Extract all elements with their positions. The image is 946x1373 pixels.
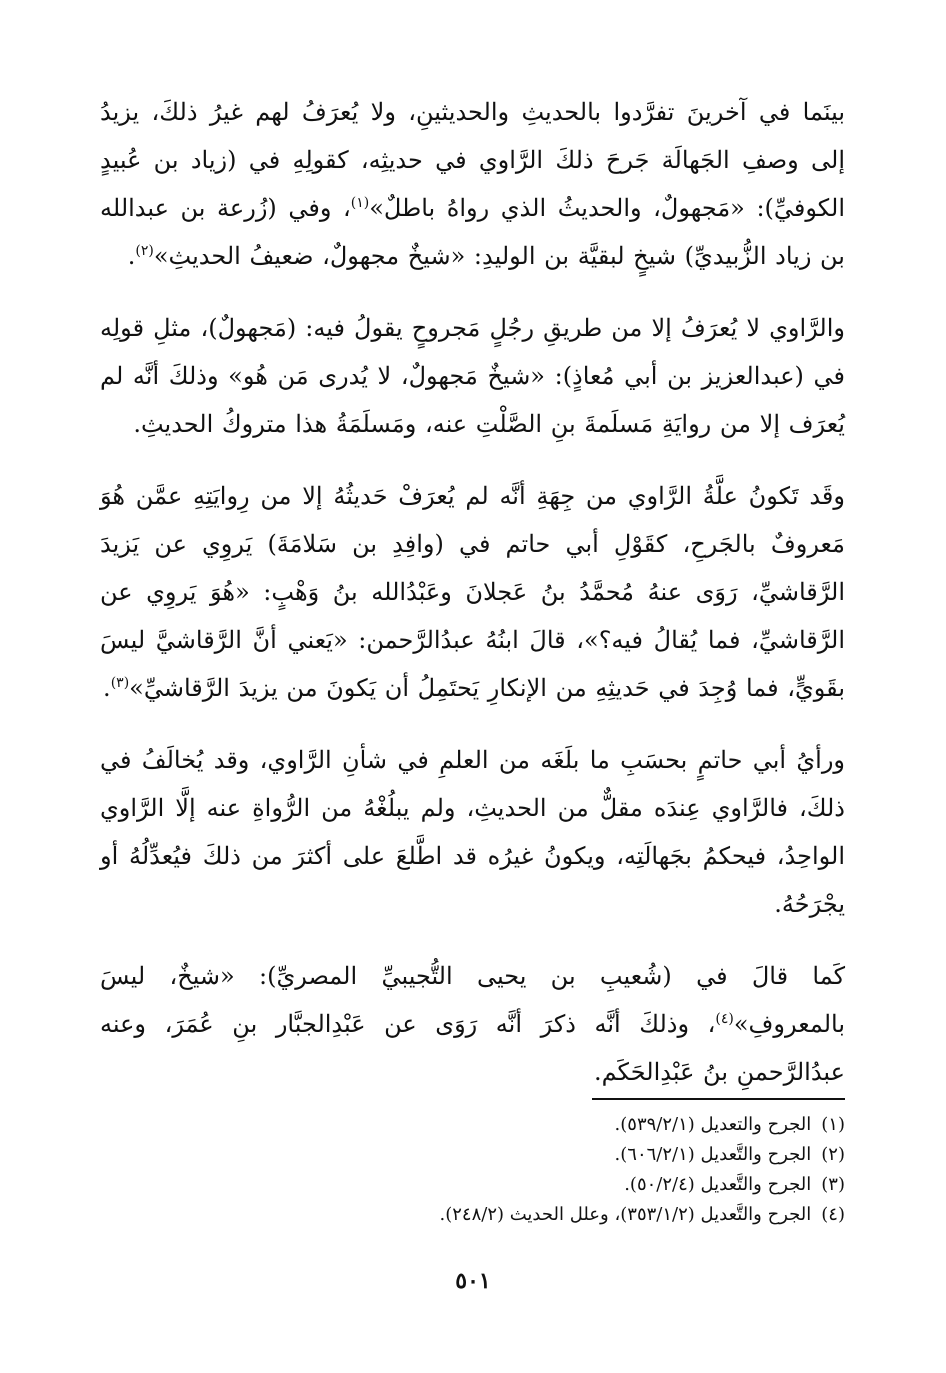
paragraph-3-text-b: . [103, 674, 111, 702]
paragraph-3 [100, 472, 845, 712]
footnote-text: الجرح والتَّعديل (٦٠٦/٢/١). [614, 1144, 812, 1165]
footnote-ref-1: (١) [350, 195, 370, 211]
footnote-2 [100, 1140, 845, 1170]
footnotes [100, 1110, 845, 1230]
main-text [100, 88, 845, 1096]
paragraph-3-text-a: وقَد تَكونُ علَّةُ الرَّاوي من جِهَةِ أنَّه لم يُعرَفْ حَديثُهُ إلا من رِوايَتِهِ عمَّن هُوَ مَعروفٌ بالجَرحِ، كقَوْلِ أبي حاتم في (وافِدِ بن سَلامَةَ) يَروِي عن يَزيدَ الرَّقاشيِّ، رَوَى عنهُ مُحمَّدُ بنُ عَجلانَ وعَبْدُالله بنُ وَهْبٍ: «هُوَ يَروِي عن الرَّقاشيِّ، فما يُقالُ فيه؟»، قالَ ابنُهُ عبدُالرَّحمن: «يَعني أنَّ الرَّقاشيَّ ليسَ بقَويٍّ، فما وُجِدَ في حَديثِهِ من الإنكارِ يَحتَمِلُ أن يَكونَ من يزيدَ الرَّقاشيِّ» [100, 482, 845, 702]
footnote-number: (٣) [821, 1174, 845, 1195]
footnote-ref-4: (٤) [715, 1011, 734, 1027]
paragraph-1-text-b: ، وفي (زُرعة بن عبدالله بن زياد الزُّبيديِّ) شيخٍ لبقيَّة بن الوليدِ: «شيخٌ مجهولٌ، ضعيفُ الحديثِ» [100, 194, 845, 270]
footnote-text: الجرح والتَّعديل (٣٥٣/١/٢)، وعلل الحديث (٢٤٨/٢). [439, 1204, 812, 1225]
paragraph-1-text-a: بينَما في آخرينَ تفرَّدوا بالحديثِ والحديثينِ، ولا يُعرَفُ لهم غيرُ ذلكَ، يزيدُ إلى وصفِ الجَهالَة جَرحَ ذلكَ الرَّاوي في حديثِه، كقولِهِ في (زياد بن عُبيدٍ الكوفيِّ): «مَجهولٌ، والحديثُ الذي رواهُ باطلٌ» [100, 98, 845, 222]
footnote-number: (٤) [821, 1204, 845, 1225]
paragraph-1-text-c: . [127, 242, 136, 270]
paragraph-2: والرَّاوي لا يُعرَفُ إلا من طريقِ رجُلٍ مَجروحٍ يقولُ فيه: (مَجهولٌ)، مثلِ قولِه في (عبدالعزيز بن أبي مُعاذٍ): «شيخٌ مَجهولٌ، لا يُدرى مَن هُو» وذلكَ أنَّه لم يُعرَف إلا من روايَةِ مَسلَمةَ بنِ الصَّلْتِ عنه، ومَسلَمَةُ هذا متروكُ الحديثِ. [100, 314, 845, 438]
page-number: ٥٠١ [455, 1268, 491, 1294]
footnote-ref-2: (٢) [135, 243, 154, 259]
footnote-text: الجرح والتَّعديل (٥٠/٢/٤). [624, 1174, 812, 1195]
paragraph-5-text-b: ، وذلكَ أنَّه ذكرَ أنَّه رَوَى عن عَبْدِالجبَّار بنِ عُمَرَ، وعنه عبدُالرَّحمنِ بنُ عَبْدِالحَكَم. [100, 1010, 845, 1086]
paragraph-1 [100, 88, 845, 280]
paragraph-5 [100, 952, 845, 1096]
paragraph-5-text-a: كَما قالَ في (شُعيبِ بن يحيى التُّجيبيِّ المصريِّ): «شيخٌ، ليسَ بالمعروفِ» [100, 962, 845, 1038]
footnote-4 [100, 1200, 845, 1230]
footnote-3 [100, 1170, 845, 1200]
footnote-number: (١) [821, 1114, 845, 1135]
footnote-ref-3: (٣) [110, 675, 130, 691]
footnote-divider [592, 1098, 845, 1100]
footnote-1 [100, 1110, 845, 1140]
footnote-number: (٢) [821, 1144, 845, 1165]
paragraph-4: ورأيُ أبي حاتمٍ بحسَبِ ما بلَغَه من العلمِ في شأنِ الرَّاوي، وقد يُخالَفُ في ذلكَ، فالرَّاوي عِندَه مقلٌّ من الحديثِ، ولم يبلُغْهُ من الرُّواةِ عنه إلَّا الرَّاوي الواحِدُ، فيحكمُ بجَهالَتِه، ويكونُ غيرُه قد اطَّلعَ على أكثرَ من ذلكَ فيُعدِّلُهُ أو يجْرَحُهُ. [100, 746, 845, 918]
footnote-text: الجرح والتعديل (٥٣٩/٢/١). [614, 1114, 812, 1135]
